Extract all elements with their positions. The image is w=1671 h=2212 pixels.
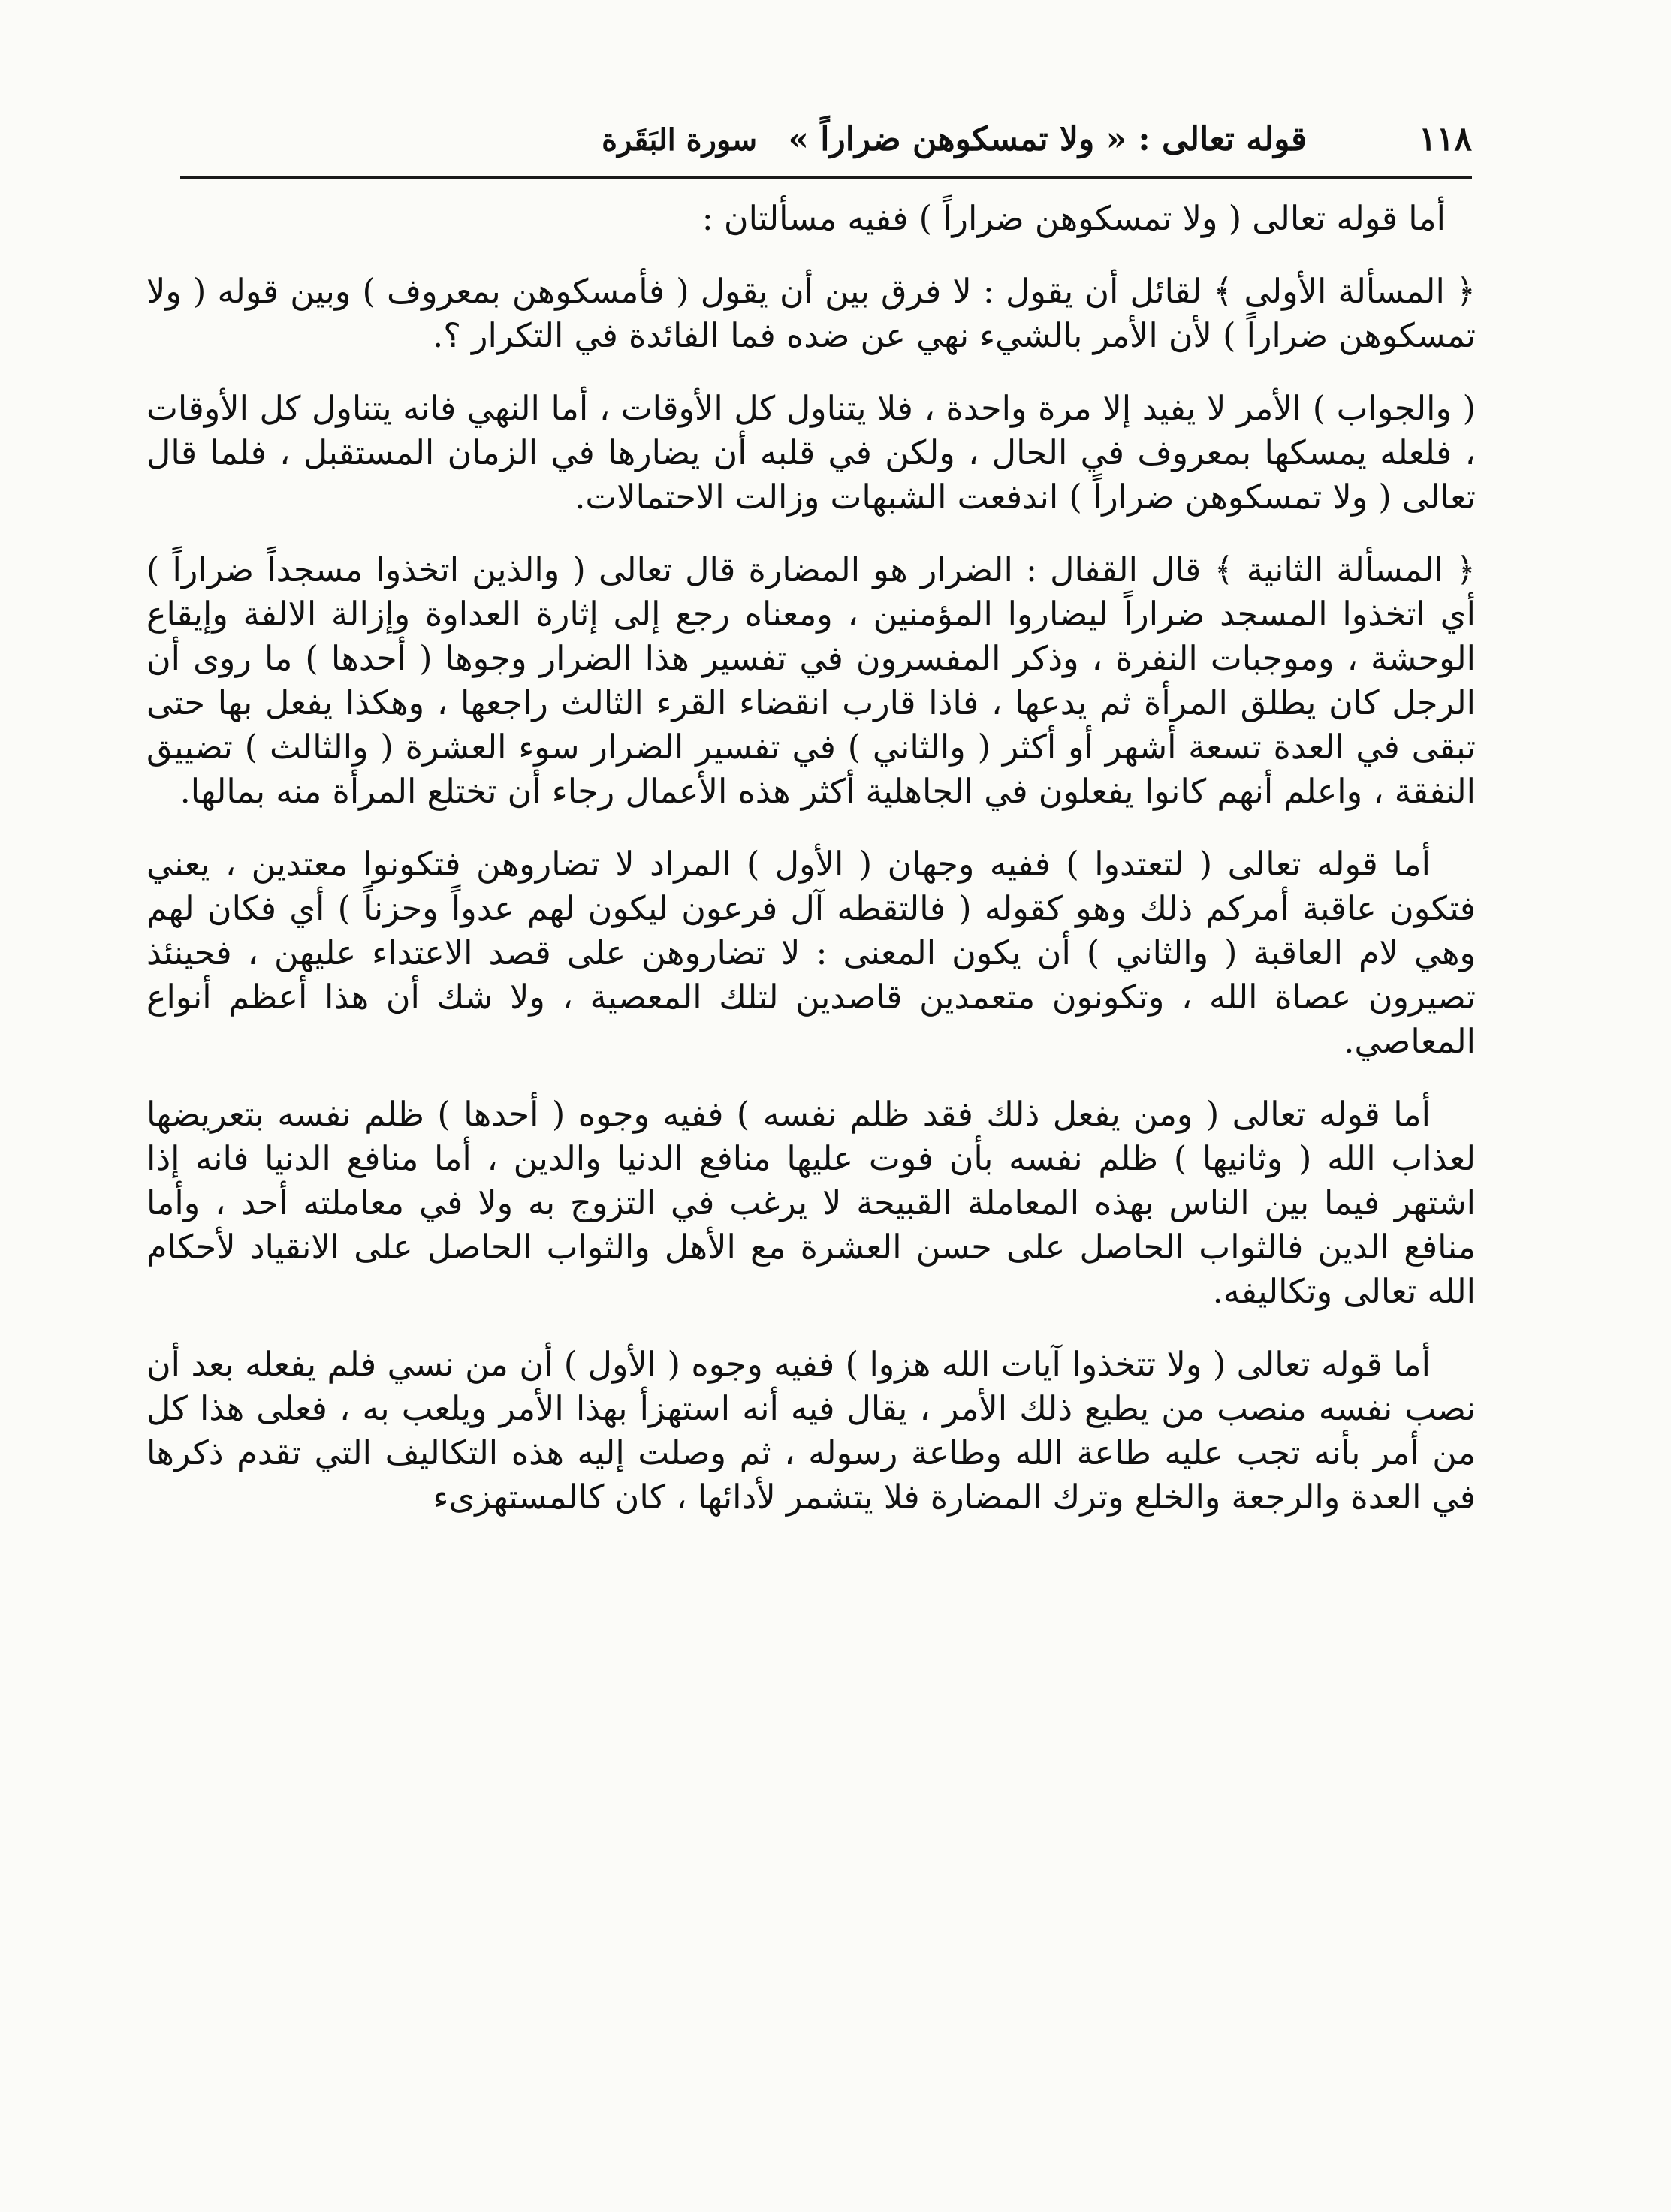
paragraph-first-issue: ﴿ المسألة الأولى ﴾ لقائل أن يقول : لا فرق بين أن يقول ( فأمسكوهن بمعروف ) وبين قوله ( ولا تمسكوهن ضراراً ) لأن الأمر بالشيء نهي عن ضده فما الفائدة في التكرار ؟. <box>146 273 1476 355</box>
paragraph-second-issue: ﴿ المسألة الثانية ﴾ قال القفال : الضرار هو المضارة قال تعالى ( والذين اتخذوا مسجداً ضراراً ) أي اتخذوا المسجد ضراراً ليضاروا المؤمنين ، ومعناه رجع إلى إثارة العداوة وإزالة الالفة وإيقاع الوحشة ، وموجبات النفرة ، وذكر المفسرون في تفسير هذا الضرار وجوها ( أحدها ) ما روى أن الرجل كان يطلق المرأة ثم يدعها ، فاذا قارب انقضاء القرء الثالث راجعها ، وهكذا يفعل بها حتى تبقى في العدة تسعة أشهر أو أكثر ( والثاني ) في تفسير الضرار سوء العشرة ( والثالث ) تضييق النفقة ، واعلم أنهم كانوا يفعلون في الجاهلية أكثر هذه الأعمال رجاء أن تختلع المرأة منه بمالها. <box>146 551 1476 811</box>
page-number: ١١٨ <box>1419 120 1472 158</box>
body-text <box>146 197 1476 1548</box>
paragraph-answer: ( والجواب ) الأمر لا يفيد إلا مرة واحدة ، فلا يتناول كل الأوقات ، أما النهي فانه يتناول كل الأوقات ، فلعله يمسكها بمعروف في الحال ، ولكن في قلبه أن يضارها في الزمان المستقبل ، فلما قال تعالى ( ولا تمسكوهن ضراراً ) اندفعت الشبهات وزالت الاحتمالات. <box>146 390 1476 517</box>
paragraph-self-wrong: أما قوله تعالى ( ومن يفعل ذلك فقد ظلم نفسه ) ففيه وجوه ( أحدها ) ظلم نفسه بتعريضها لعذاب الله ( وثانيها ) ظلم نفسه بأن فوت عليها منافع الدنيا والدين ، أما منافع الدنيا فانه إذا اشتهر فيما بين الناس بهذه المعاملة القبيحة لا يرغب في التزوج به ولا في معاملته أحد ، وأما منافع الدين فالثواب الحاصل على حسن العشرة مع الأهل والثواب الحاصل على الانقياد لأحكام الله تعالى وتكاليفه. <box>146 1095 1476 1311</box>
running-title <box>180 120 1307 158</box>
running-title-text: قوله تعالى : « ولا تمسكوهن ضراراً » <box>788 120 1307 158</box>
surah-name: سورة البَقَرة <box>602 122 758 158</box>
paragraph-transgress: أما قوله تعالى ( لتعتدوا ) ففيه وجهان ( الأول ) المراد لا تضاروهن فتكونوا معتدين ، يعني فتكون عاقبة أمركم ذلك وهو كقوله ( فالتقطه آل فرعون ليكون لهم عدواً وحزناً ) أي فكان لهم وهي لام العاقبة ( والثاني ) أن يكون المعنى : لا تضاروهن على قصد الاعتداء عليهن ، فحينئذ تصيرون عصاة الله ، وتكونون متعمدين قاصدين لتلك المعصية ، ولا شك أن هذا أعظم أنواع المعاصي. <box>146 845 1476 1061</box>
page-header <box>180 113 1472 180</box>
paragraph-mockery: أما قوله تعالى ( ولا تتخذوا آيات الله هزوا ) ففيه وجوه ( الأول ) أن من نسي فلم يفعله بعد أن نصب نفسه منصب من يطيع ذلك الأمر ، يقال فيه أنه استهزأ بهذا الأمر ويلعب به ، فعلى هذا كل من أمر بأنه تجب عليه طاعة الله وطاعة رسوله ، ثم وصلت إليه هذه التكاليف التي تقدم ذكرها في العدة والرجعة والخلع وترك المضارة فلا يتشمر لأدائها ، كان كالمستهزىء <box>146 1346 1476 1517</box>
header-rule <box>180 176 1472 179</box>
paragraph-intro: أما قوله تعالى ( ولا تمسكوهن ضراراً ) ففيه مسألتان : <box>701 200 1446 238</box>
